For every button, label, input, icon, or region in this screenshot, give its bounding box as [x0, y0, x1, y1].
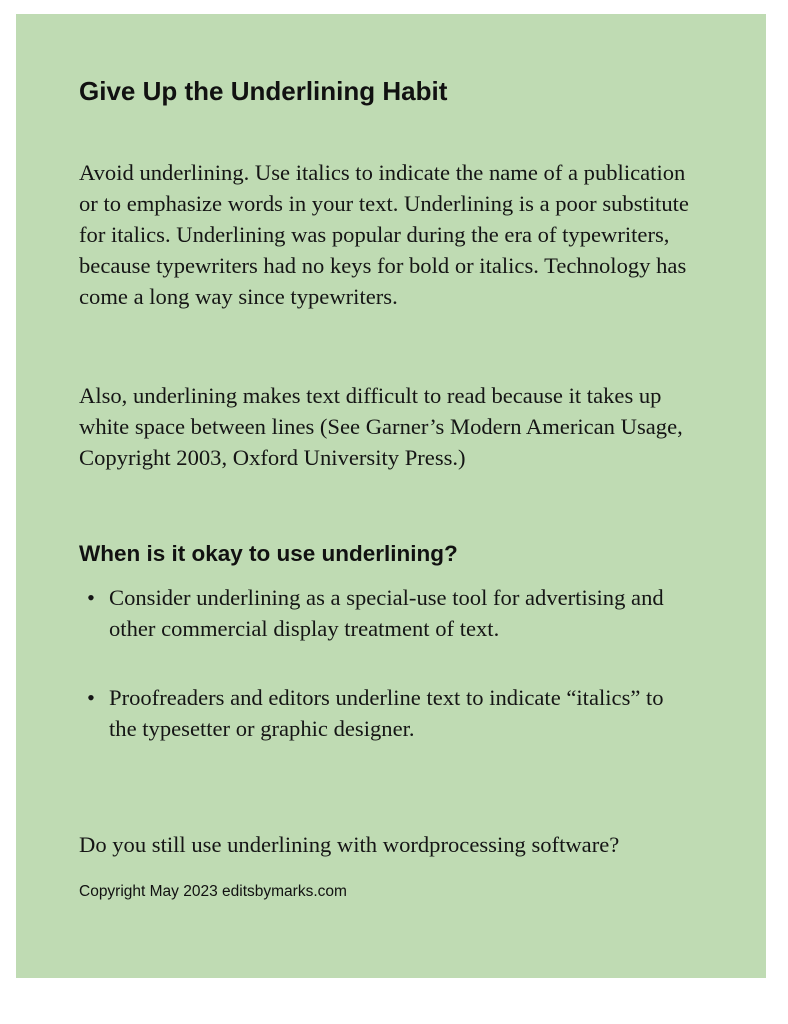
list-item — [79, 582, 669, 644]
readability-paragraph: Also, underlining makes text difficult to read because it takes up white space between lines (See Garner’s Modern American Usage, Copyright 2003, Oxford University Press.) — [79, 383, 683, 470]
bullet-text: Proofreaders and editors underline text to indicate “italics” to the typesetter or graphic designer. — [109, 685, 664, 741]
intro-paragraph: Avoid underlining. Use italics to indicate the name of a publication or to emphasize words in your text. Underlining is a poor substitute for italics. Underlining was popular during the era of typewriters, because typewriters had no keys for bold or italics. Technology has come a long way since typewriters. — [79, 160, 689, 309]
bullet-marker: • — [87, 685, 95, 710]
bullet-list — [79, 582, 709, 744]
bullet-marker: • — [87, 585, 95, 610]
copyright-notice: Copyright May 2023 editsbymarks.com — [79, 883, 347, 900]
list-item — [79, 682, 669, 744]
page-title: Give Up the Underlining Habit — [79, 76, 448, 106]
document-panel — [16, 14, 766, 978]
section-subheading: When is it okay to use underlining? — [79, 541, 458, 566]
closing-question: Do you still use underlining with wordprocessing software? — [79, 832, 620, 857]
bullet-text: Consider underlining as a special-use tool for advertising and other commercial display treatment of text. — [109, 585, 664, 641]
